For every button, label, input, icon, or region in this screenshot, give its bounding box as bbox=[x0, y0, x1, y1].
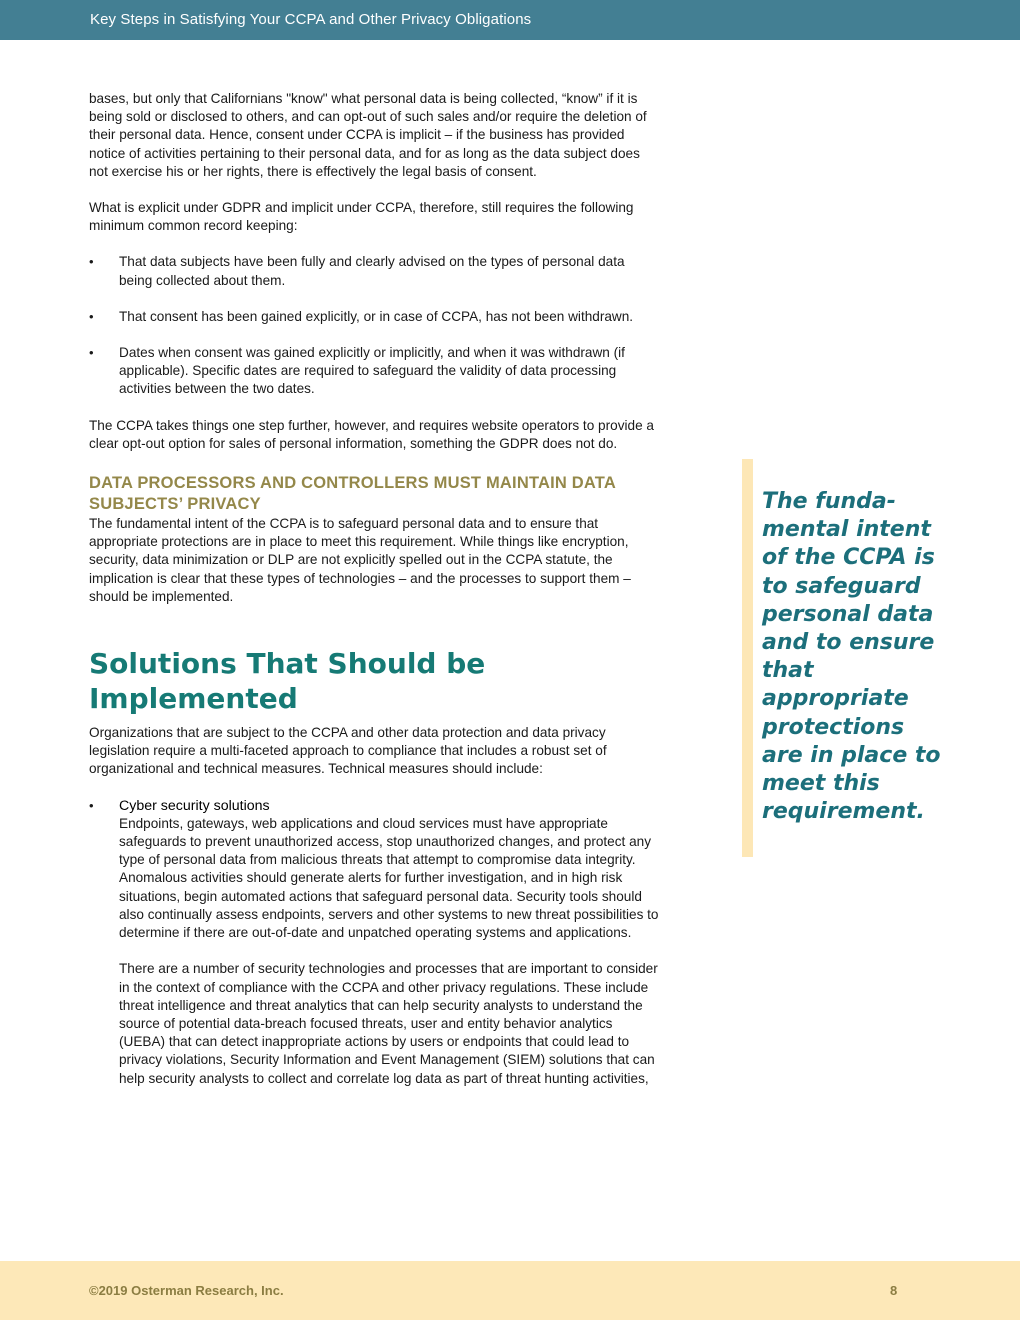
solution-paragraph: There are a number of security technologies and processes that are important to consider in the context of compliance with the CCPA and other privacy regulations. These include threat intelligence and threat analytics that can help security analysts to understand the source of potential data-breach focused threats, user and entity behavior analytics (UEBA) that can detect inappropriate actions by users or endpoints that could lead to privacy violations, Security Information and Event Management (SIEM) solutions that can help security analysts to collect and correlate log data as part of threat hunting activities, bbox=[119, 961, 658, 1086]
list-item: • Dates when consent was gained explicitly or implicitly, and when it was withdrawn (if applicable). Specific dates are required to safeguard the validity of data processing activities between the two dates. bbox=[89, 344, 661, 399]
subheading-paragraph: The fundamental intent of the CCPA is to safeguard personal data and to ensure that appropriate protections are in place to meet this requirement. While things like encryption, security, data minimization or DLP are not explicitly spelled out in the CCPA statute, the implication is clear that these types of technologies – and the processes to support them – should be implemented. bbox=[89, 516, 631, 604]
footer-copyright: ©2019 Osterman Research, Inc. bbox=[89, 1283, 284, 1298]
list-item: • That data subjects have been fully and clearly advised on the types of personal data being collected about them. bbox=[89, 253, 661, 289]
solution-paragraph: Endpoints, gateways, web applications and cloud services must have appropriate safeguards to prevent unauthorized access, stop unauthorized changes, and protect any type of personal data from malicious threats that attempt to compromise data integrity. Anomalous activities should generate alerts for further investigation, and in high risk situations, begin automated actions that safeguard personal data. Security tools should also continually assess endpoints, servers and other systems to new threat possibilities to determine if there are out-of-date and unpatched operating systems and applications. bbox=[119, 815, 659, 941]
header-title: Key Steps in Satisfying Your CCPA and Other Privacy Obligations bbox=[90, 11, 532, 28]
page-header bbox=[0, 0, 1020, 40]
solution-title: • Cyber security solutions bbox=[119, 797, 270, 814]
section-heading: Solutions That Should be Implemented bbox=[89, 647, 486, 716]
solutions-list bbox=[89, 797, 661, 1088]
ccpa-further-paragraph: The CCPA takes things one step further, however, and requires website operators to provide a clear opt-out option for sales of personal information, something the GDPR does not do. bbox=[89, 417, 654, 451]
page-footer bbox=[0, 1261, 1020, 1320]
list-item: • That consent has been gained explicitly, or in case of CCPA, has not been withdrawn. bbox=[89, 308, 661, 326]
subheading: DATA PROCESSORS AND CONTROLLERS MUST MAINTAIN DATA SUBJECTS’ PRIVACY bbox=[89, 474, 616, 514]
record-keeping-intro: What is explicit under GDPR and implicit under CCPA, therefore, still requires the following minimum common record keeping: bbox=[89, 200, 634, 234]
record-keeping-list bbox=[89, 253, 661, 398]
list-item bbox=[89, 797, 661, 1088]
pull-quote: The funda-mental intent of the CCPA is to safeguard personal data and to ensure that appropriate protections are in place to meet this requirement. bbox=[762, 489, 941, 825]
section-paragraph: Organizations that are subject to the CCPA and other data protection and data privacy legislation require a multi-faceted approach to compliance that includes a robust set of organizational and technical measures. Technical measures should include: bbox=[89, 725, 607, 777]
pull-quote-bar bbox=[742, 459, 753, 857]
page-number: 8 bbox=[890, 1283, 898, 1298]
main-content bbox=[89, 90, 661, 1106]
intro-paragraph: bases, but only that Californians "know" what personal data is being collected, “know” if it is being sold or disclosed to others, and can opt-out of such sales and/or require the deletion of their personal data. Hence, consent under CCPA is implicit – if the business has provided notice of activities pertaining to their personal data, and for as long as the data subject does not exercise his or her rights, there is effectively the legal basis of consent. bbox=[89, 91, 647, 179]
